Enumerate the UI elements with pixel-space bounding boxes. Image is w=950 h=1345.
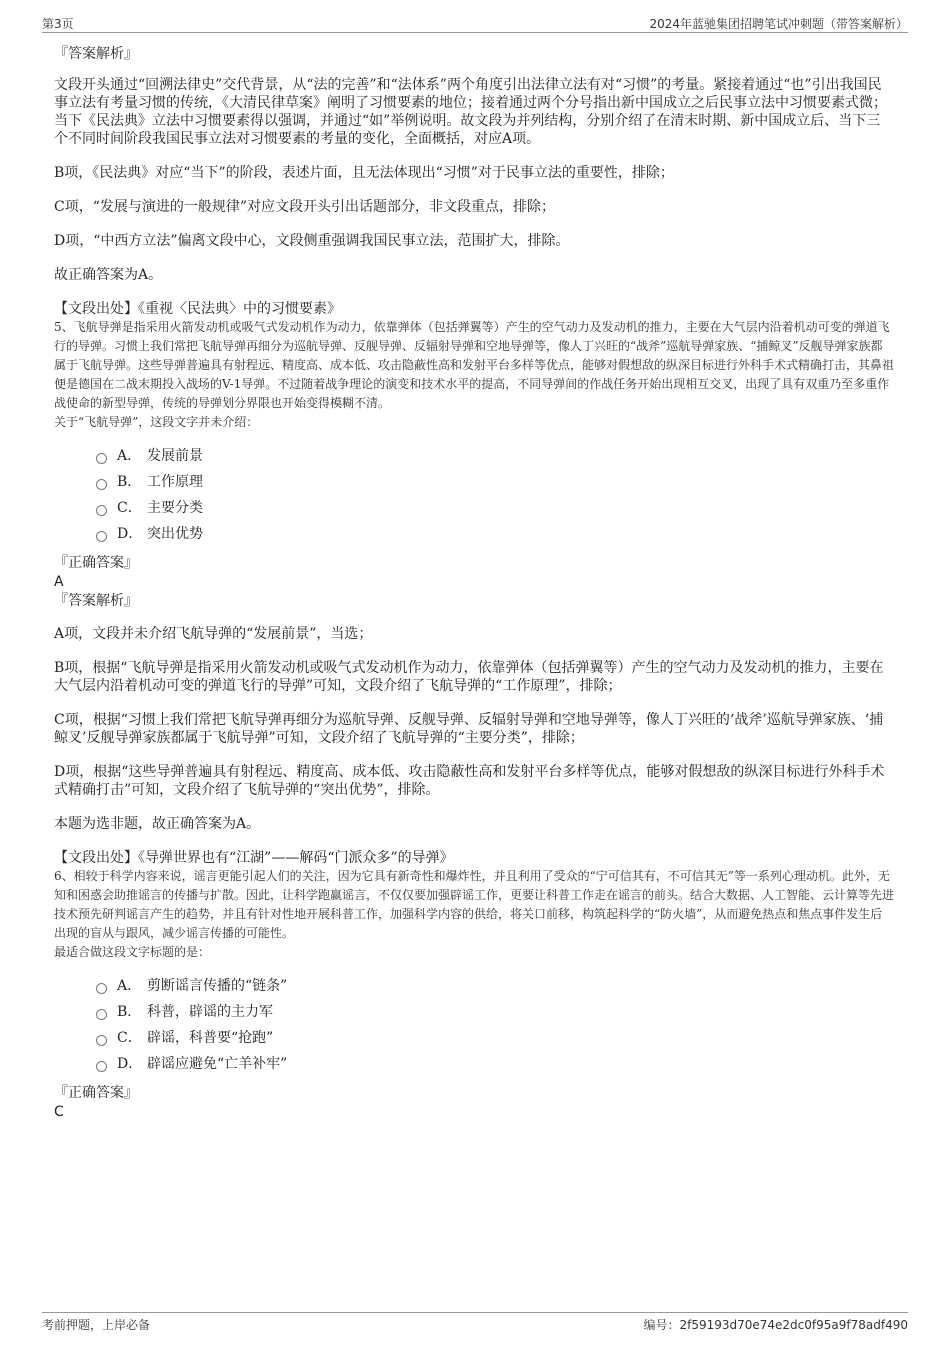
- q6-option-c[interactable]: C． 辟谣，科普要“抢跑”: [96, 1025, 894, 1051]
- radio-icon[interactable]: [96, 1061, 107, 1072]
- q5-analysis-label: 『答案解析』: [54, 593, 138, 609]
- q6-option-d[interactable]: D． 辟谣应避免“亡羊补牢”: [96, 1051, 894, 1077]
- q5-options: [96, 443, 894, 547]
- radio-icon[interactable]: [96, 505, 107, 516]
- page-number: 第3页: [42, 17, 74, 31]
- q6-option-a[interactable]: A． 剪断谣言传播的“链条”: [96, 973, 894, 999]
- q6-answer: C: [54, 1104, 64, 1120]
- page-header: [42, 12, 908, 33]
- q5-answer-label: 『正确答案』: [54, 555, 138, 571]
- document-code: 编号：2f59193d70e74e2dc0f95a9f78adf490: [643, 1318, 908, 1332]
- document-title: 2024年蓝驰集团招聘笔试冲刺题（带答案解析）: [649, 17, 908, 31]
- q5-stem: 关于“飞航导弹”，这段文字并未介绍：: [54, 415, 259, 429]
- q4-analysis-label: 『答案解析』: [54, 46, 138, 62]
- q5-option-c[interactable]: C． 主要分类: [96, 495, 894, 521]
- q4-source: 【文段出处】《重视〈民法典〉中的习惯要素》: [54, 301, 341, 317]
- q5-passage: 5、飞航导弹是指采用火箭发动机或吸气式发动机作为动力，依靠弹体（包括弹翼等）产生的空气动力及发动机的推力，主要在大气层内沿着机动可变的弹道飞行的导弹。习惯上我们常把飞航导弹再细分为巡航导弹、反舰导弹、反辐射导弹和空地导弹等，像人丁兴旺的“战斧”巡航导弹家族、“捕鲸叉”反舰导弹家族都属于飞航导弹。这些导弹普遍具有射程远、精度高、成本低、攻击隐蔽性高和发射平台多样等优点，能够对假想敌的纵深目标进行外科手术式精确打击，其鼻祖便是德国在二战末期投入战场的V-1导弹。不过随着战争理论的演变和技术水平的提高，不同导弹间的作战任务开始出现相互交叉，出现了具有双重乃至多重作战使命的新型导弹，传统的导弹划分界限也开始变得模糊不清。: [54, 320, 895, 410]
- q5-analysis-c: C项，根据“习惯上我们常把飞航导弹再细分为巡航导弹、反舰导弹、反辐射导弹和空地导弹等，像人丁兴旺的‘战斧’巡航导弹家族、‘捕鲸叉’反舰导弹家族都属于飞航导弹”可知，文段介绍了飞航导弹的“主要分类”，排除；: [54, 712, 884, 746]
- page-content: [54, 44, 894, 1121]
- radio-icon[interactable]: [96, 1035, 107, 1046]
- footer-slogan: 考前押题，上岸必备: [42, 1318, 151, 1332]
- q4-analysis-p2: B项，《民法典》对应“当下”的阶段，表述片面，且无法体现出“习惯”对于民事立法的重要性，排除；: [54, 165, 674, 181]
- q5-analysis-a: A项，文段并未介绍飞航导弹的“发展前景”，当选；: [54, 626, 373, 642]
- q5-option-b[interactable]: B． 工作原理: [96, 469, 894, 495]
- q5-conclusion: 本题为选非题，故正确答案为A。: [54, 816, 261, 832]
- radio-icon[interactable]: [96, 1009, 107, 1020]
- q6-options: [96, 973, 894, 1077]
- q4-analysis-p4: D项，“中西方立法”偏离文段中心，文段侧重强调我国民事立法，范围扩大，排除。: [54, 233, 570, 249]
- q5-option-d[interactable]: D． 突出优势: [96, 521, 894, 547]
- radio-icon[interactable]: [96, 531, 107, 542]
- q5-option-a[interactable]: A． 发展前景: [96, 443, 894, 469]
- q5-answer: A: [54, 574, 64, 590]
- page-footer: [42, 1312, 908, 1335]
- q5-analysis-b: B项，根据“飞航导弹是指采用火箭发动机或吸气式发动机作为动力，依靠弹体（包括弹翼等）产生的空气动力及发动机的推力，主要在大气层内沿着机动可变的弹道飞行的导弹”可知，文段介绍了飞航导弹的“工作原理”，排除；: [54, 660, 884, 694]
- radio-icon[interactable]: [96, 453, 107, 464]
- q6-option-b[interactable]: B． 科普，辟谣的主力军: [96, 999, 894, 1025]
- q6-answer-label: 『正确答案』: [54, 1085, 138, 1101]
- q4-conclusion: 故正确答案为A。: [54, 267, 163, 283]
- q4-analysis-p1: 文段开头通过“回溯法律史”交代背景，从“法的完善”和“法体系”两个角度引出法律立法有对“习惯”的考量。紧接着通过“也”引出我国民事立法有考量习惯的传统，《大清民律草案》阐明了习惯要素的地位；接着通过两个分号指出新中国成立之后民事立法中习惯要素式微；当下《民法典》立法中习惯要素得以强调，并通过“如”举例说明。故文段为并列结构，分别介绍了在清末时期、新中国成立后、当下三个不同时间阶段我国民事立法对习惯要素的考量的变化，全面概括，对应A项。: [54, 77, 887, 147]
- q6-passage: 6、相较于科学内容来说，谣言更能引起人们的关注，因为它具有新奇性和爆炸性，并且利用了受众的“宁可信其有，不可信其无”等一系列心理动机。此外，无知和困惑会助推谣言的传播与扩散。因此，让科学跑赢谣言，不仅仅要加强辟谣工作，更要让科普工作走在谣言的前头。结合大数据、人工智能、云计算等先进技术预先研判谣言产生的趋势，并且有针对性地开展科普工作，加强科学内容的供给，将关口前移，构筑起科学的“防火墙”，从而避免热点和焦点事件发生后出现的盲从与跟风，减少谣言传播的可能性。: [54, 869, 895, 940]
- radio-icon[interactable]: [96, 983, 107, 994]
- q5-source: 【文段出处】《导弹世界也有“江湖”——解码“门派众多”的导弹》: [54, 850, 454, 866]
- q4-analysis-p3: C项，“发展与演进的一般规律”对应文段开头引出话题部分，非文段重点，排除；: [54, 199, 556, 215]
- q5-analysis-d: D项，根据“这些导弹普遍具有射程远、精度高、成本低、攻击隐蔽性高和发射平台多样等优点，能够对假想敌的纵深目标进行外科手术式精确打击”可知，文段介绍了飞航导弹的“突出优势”，排除。: [54, 764, 885, 798]
- radio-icon[interactable]: [96, 479, 107, 490]
- q6-stem: 最适合做这段文字标题的是：: [54, 945, 211, 959]
